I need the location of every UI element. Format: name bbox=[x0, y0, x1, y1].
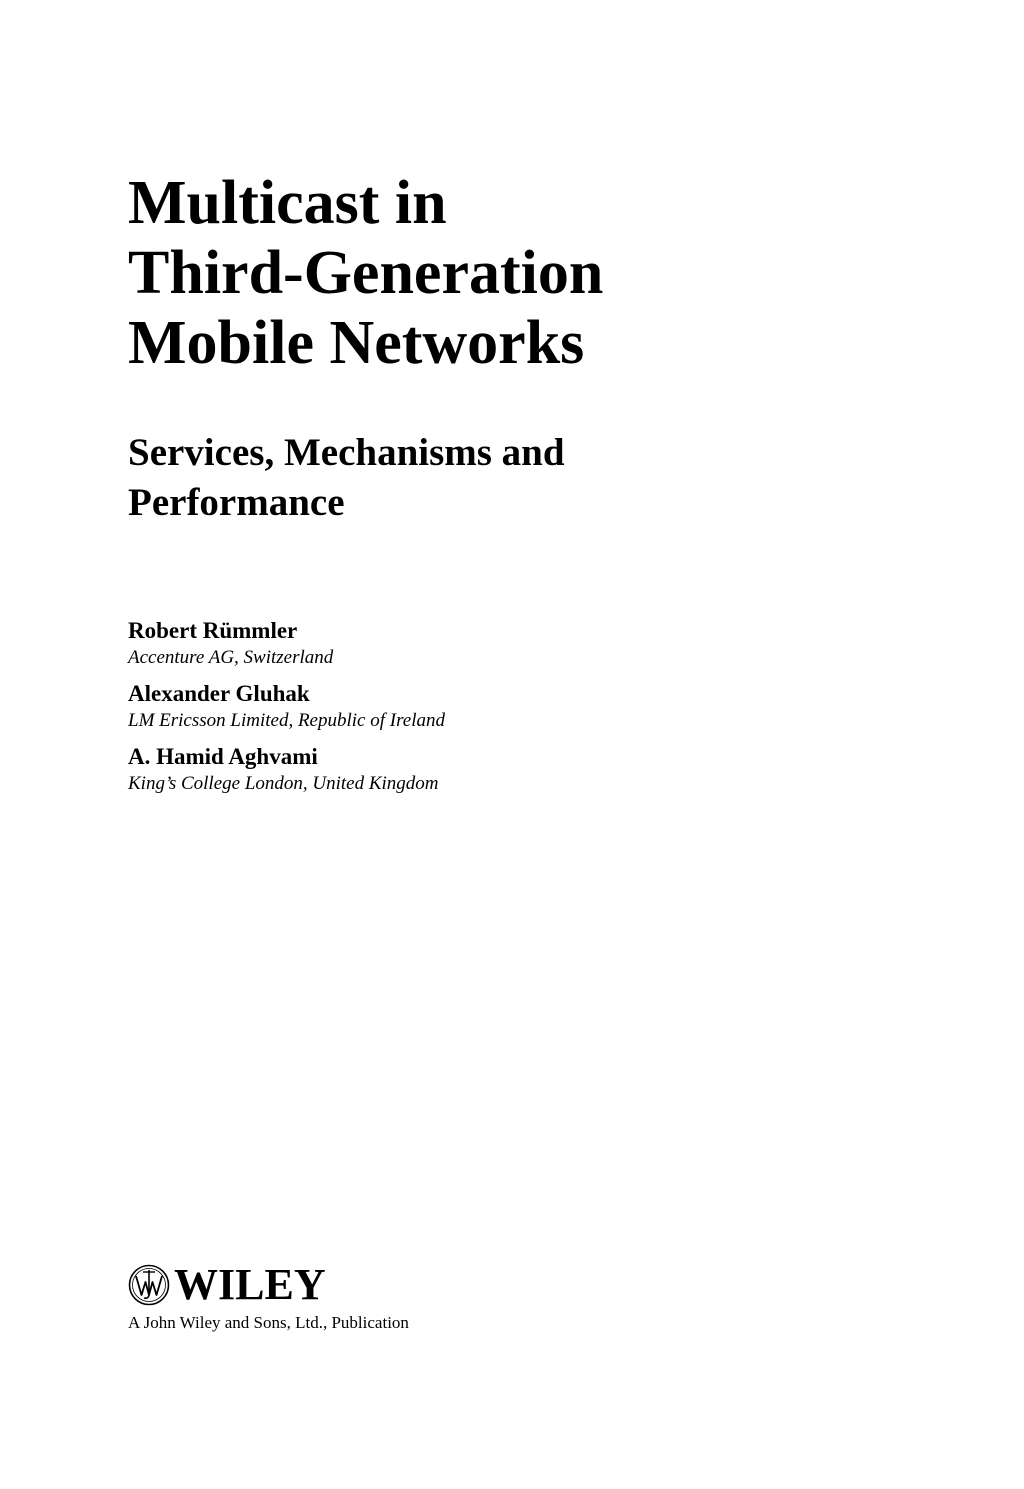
book-title-line-2: Third-Generation bbox=[128, 239, 604, 307]
book-subtitle bbox=[128, 428, 565, 528]
publisher-logo bbox=[128, 1260, 409, 1310]
publisher-imprint: A John Wiley and Sons, Ltd., Publication bbox=[128, 1313, 409, 1332]
author-entry bbox=[128, 679, 445, 733]
book-subtitle-line-1: Services, Mechanisms and bbox=[128, 431, 565, 474]
author-name: A. Hamid Aghvami bbox=[128, 744, 318, 769]
wiley-seal-icon bbox=[128, 1264, 170, 1306]
book-subtitle-line-2: Performance bbox=[128, 481, 345, 524]
publisher-logo-text: WILEY bbox=[174, 1260, 326, 1309]
author-entry bbox=[128, 616, 445, 670]
author-affiliation: LM Ericsson Limited, Republic of Ireland bbox=[128, 710, 445, 731]
author-name: Alexander Gluhak bbox=[128, 681, 310, 706]
book-title bbox=[128, 168, 603, 378]
publisher-block bbox=[128, 1260, 409, 1334]
book-title-line-1: Multicast in bbox=[128, 169, 447, 237]
author-affiliation: Accenture AG, Switzerland bbox=[128, 647, 334, 668]
book-title-line-3: Mobile Networks bbox=[128, 309, 585, 377]
author-entry bbox=[128, 742, 445, 796]
author-affiliation: King’s College London, United Kingdom bbox=[128, 773, 439, 794]
author-name: Robert Rümmler bbox=[128, 618, 298, 643]
author-list bbox=[128, 616, 445, 805]
